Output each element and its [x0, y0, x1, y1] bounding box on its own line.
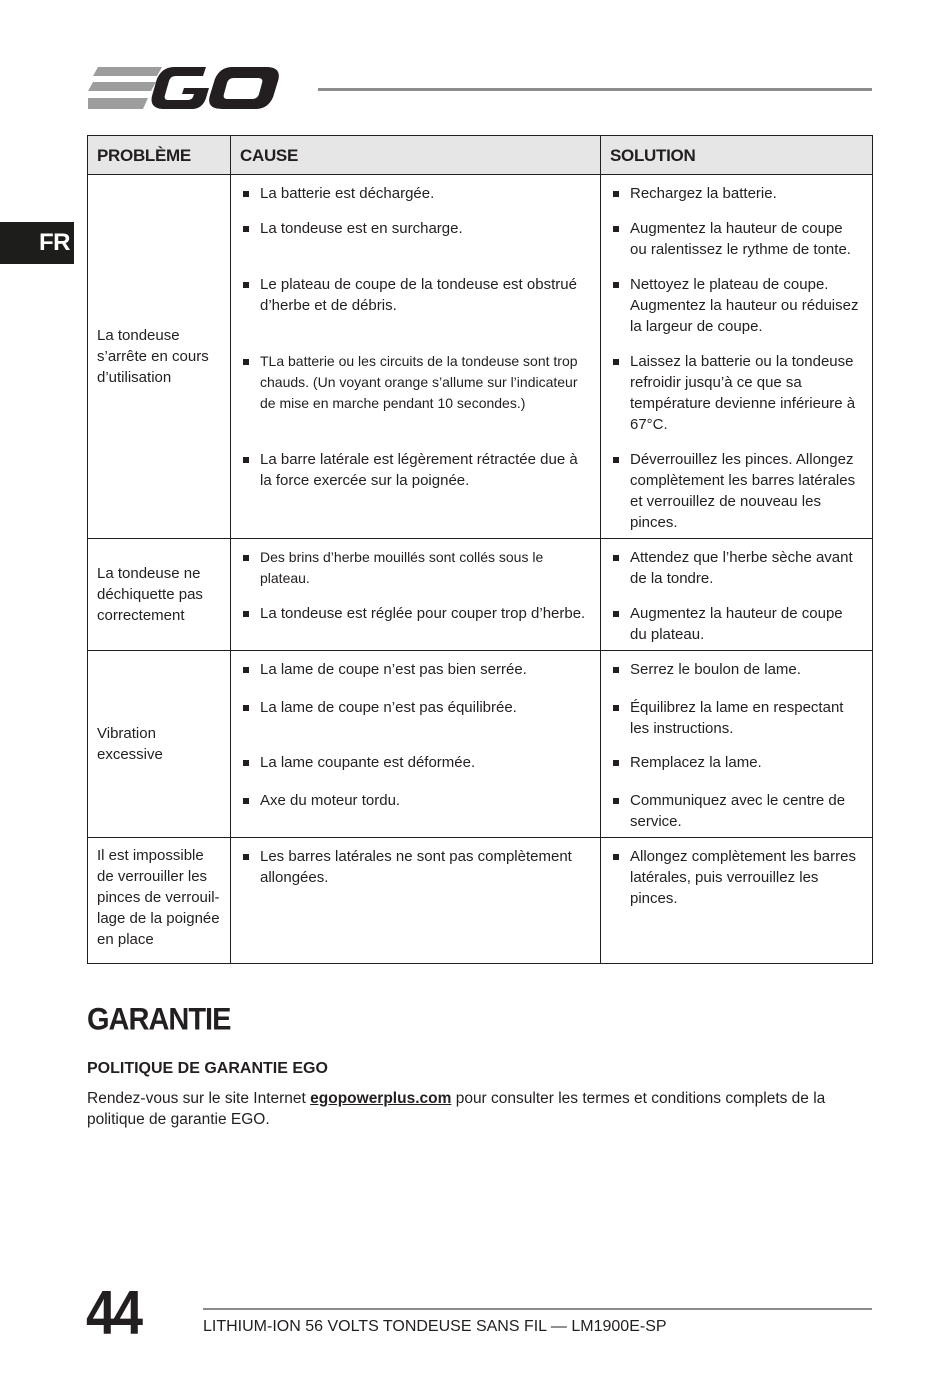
cause-item: La tondeuse est en surcharge. [243, 218, 590, 274]
warranty-title: GARANTIE [87, 1002, 231, 1038]
solution-item: Nettoyez le plateau de coupe. Augmentez la hauteur ou réduisez la largeur de coupe. [613, 274, 862, 351]
warranty-paragraph [87, 1088, 873, 1130]
cause-cell [231, 539, 601, 651]
solution-item: Serrez le boulon de lame. [613, 659, 862, 697]
logo-bars [88, 67, 162, 109]
solution-item: Rechargez la batterie. [613, 183, 862, 218]
header-problem: PROBLÈME [88, 136, 231, 175]
footer-product: LITHIUM-ION 56 VOLTS TONDEUSE SANS FIL — LM1900E-SP [203, 1318, 667, 1335]
warranty-text-start: Rendez-vous sur le site Internet [87, 1090, 311, 1107]
table-row [88, 539, 873, 651]
cause-item: Axe du moteur tordu. [243, 790, 590, 811]
cause-cell [231, 175, 601, 539]
cause-item: La lame de coupe n’est pas bien serrée. [243, 659, 590, 697]
cause-item: La lame coupante est déformée. [243, 752, 590, 790]
language-tab: FR [0, 222, 74, 264]
solution-item: Allongez complètement les barres latérales, puis verrouillez les pinces. [613, 846, 862, 909]
table-row [88, 838, 873, 964]
solution-cell [601, 175, 873, 539]
solution-item: Déverrouillez les pinces. Allongez complètement les barres latérales et verrouillez de nouveau les pinces. [613, 449, 862, 533]
troubleshooting-table [87, 135, 873, 964]
table-row [88, 651, 873, 838]
cause-item: Des brins d’herbe mouillés sont collés sous le plateau. [243, 547, 590, 603]
cause-item: Le plateau de coupe de la tondeuse est obstrué d’herbe et de débris. [243, 274, 590, 351]
solution-item: Attendez que l’herbe sèche avant de la tondre. [613, 547, 862, 603]
problem-cell: La tondeuse s’arrête en cours d’utilisation [88, 175, 231, 539]
header-rule [318, 88, 872, 91]
solution-item: Augmentez la hauteur de coupe ou ralentissez le rythme de tonte. [613, 218, 862, 274]
problem-cell: La tondeuse ne déchiquette pas correctement [88, 539, 231, 651]
cause-cell [231, 651, 601, 838]
problem-cell: Vibration excessive [88, 651, 231, 838]
solution-item: Équilibrez la lame en respectant les instructions. [613, 697, 862, 752]
cause-cell [231, 838, 601, 964]
logo-letters [152, 67, 279, 109]
header-cause: CAUSE [231, 136, 601, 175]
warranty-link[interactable]: egopowerplus.com [310, 1090, 452, 1107]
ego-logo [86, 64, 298, 112]
warranty-text-end: pour consulter les termes et conditions complets de la politique de garantie EGO. [87, 1090, 826, 1128]
footer-rule [203, 1308, 872, 1310]
page-number: 44 [86, 1278, 141, 1348]
cause-item: TLa batterie ou les circuits de la tondeuse sont trop chauds. (Un voyant orange s’allume sur l’indicateur de mise en marche pendant 10 secondes.) [243, 351, 590, 449]
table-header-row [88, 136, 873, 175]
cause-item: Les barres latérales ne sont pas complètement allongées. [243, 846, 590, 888]
cause-item: La batterie est déchargée. [243, 183, 590, 218]
solution-item: Communiquez avec le centre de service. [613, 790, 862, 832]
header-solution: SOLUTION [601, 136, 873, 175]
table-row [88, 175, 873, 539]
cause-item: La barre latérale est légèrement rétractée due à la force exercée sur la poignée. [243, 449, 590, 491]
solution-item: Remplacez la lame. [613, 752, 862, 790]
problem-cell: Il est impossible de verrouiller les pinces de verrouil-lage de la poignée en place [88, 838, 231, 964]
solution-item: Augmentez la hauteur de coupe du plateau. [613, 603, 862, 645]
warranty-subtitle: POLITIQUE DE GARANTIE EGO [87, 1060, 328, 1077]
solution-item: Laissez la batterie ou la tondeuse refroidir jusqu’à ce que sa température devienne inférieure à 67°C. [613, 351, 862, 449]
cause-item: La tondeuse est réglée pour couper trop d’herbe. [243, 603, 590, 624]
cause-item: La lame de coupe n’est pas équilibrée. [243, 697, 590, 752]
solution-cell [601, 651, 873, 838]
solution-cell [601, 539, 873, 651]
solution-cell [601, 838, 873, 964]
